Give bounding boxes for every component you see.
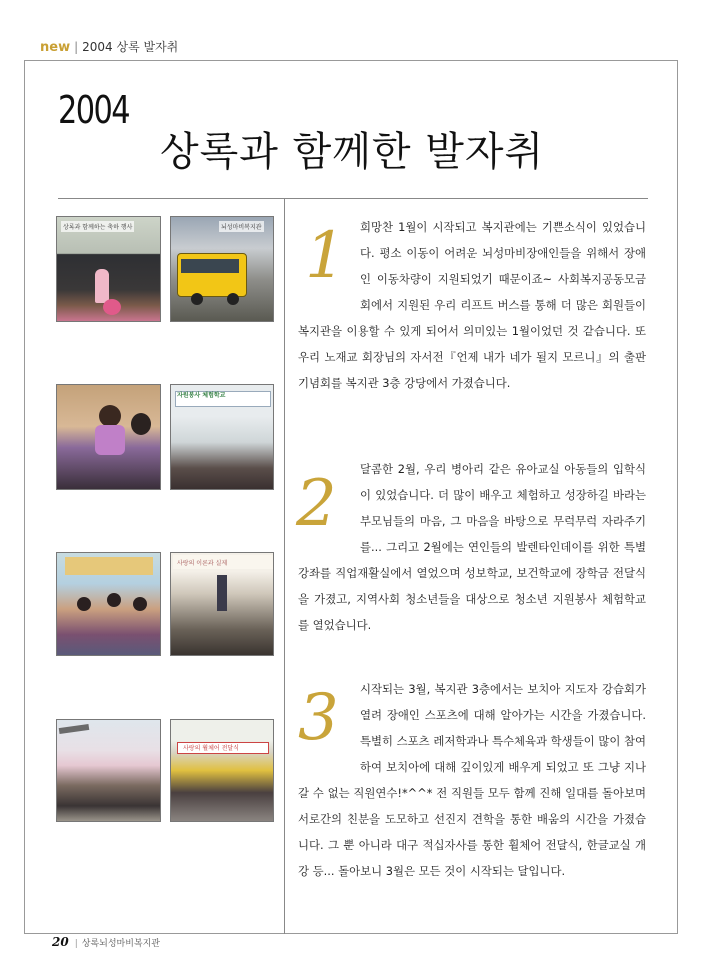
footer-separator: |	[74, 939, 78, 949]
section-2-body: 달콤한 2월, 우리 병아리 같은 유아교실 아동들의 입학식이 있었습니다. 더 많이 배우고 체험하고 성장하길 바라는 부모님들의 마음, 그 마음을 바탕으로 무럭무럭 자라주기를... 그리고 2월에는 연인들의 발렌타인데이를 위한 특별강좌를 직업재활실에서 열었으며 성보학교, 보건학교에 장학금 전달식을 가졌고, 지역사회 청소년들을 대상으로 청소년 지원봉사 체험학교를 열었습니다.	[298, 462, 646, 632]
page-footer	[52, 935, 160, 949]
header-separator: |	[74, 40, 79, 54]
photo-kindergarten-class	[56, 384, 161, 490]
photo-lift-bus	[170, 216, 274, 322]
photo-ceremony-group	[56, 216, 161, 322]
title-divider	[58, 198, 648, 199]
page-header	[40, 38, 178, 55]
new-label: new	[40, 40, 71, 55]
section-number-1: 1	[305, 219, 346, 293]
column-divider	[284, 199, 285, 934]
section-number-2: 2	[296, 467, 337, 541]
photo-wheelchair-caption: 사랑의 휠체어 전달식	[183, 745, 239, 752]
section-3-text	[298, 676, 646, 884]
photo-ceremony-caption: 상록과 함께하는 축하 행사	[61, 221, 134, 232]
header-label: 2004 상록 발자취	[82, 40, 179, 54]
photo-staff-outing	[56, 719, 161, 822]
photo-bus-caption: 뇌성마비복지관	[219, 221, 264, 232]
footer-label: 상록뇌성마비복지관	[81, 939, 160, 949]
page-number: 20	[52, 935, 69, 949]
section-2-text	[298, 456, 646, 638]
photo-lecture-caption: 사랑의 이론과 실제	[177, 560, 228, 567]
section-number-3: 3	[298, 681, 339, 755]
section-1-body: 희망찬 1월이 시작되고 복지관에는 기쁜소식이 있었습니다. 평소 이동이 어려운 뇌성마비장애인들을 위해서 장애인 이동차량이 지원되었기 때문이죠~ 사회복지공동모금회에서 지원된 우리 리프트 버스를 통해 더 많은 회원들이 복지관을 이용할 수 있게 되어서 의미있는 1월이었던 것 같습니다. 또 우리 노재교 회장님의 자서전『언제 내가 네가 될지 모르니』의 출판기념회를 복지관 3층 강당에서 가졌습니다.	[298, 220, 646, 390]
photo-entrance-ceremony	[56, 552, 161, 656]
photo-wheelchair-donation	[170, 719, 274, 822]
page-title: 상록과 함께한 발자취	[160, 129, 545, 175]
photo-special-lecture	[170, 552, 274, 656]
section-1-text	[298, 214, 646, 396]
year-heading: 2004	[58, 88, 129, 132]
photo-volunteer-school	[170, 384, 274, 490]
photo-volunteer-caption: 자원봉사 체험학교	[177, 392, 226, 399]
section-3-body: 시작되는 3월, 복지관 3층에서는 보치아 지도자 강습회가 열려 장애인 스포츠에 대해 알아가는 시간을 가졌습니다. 특별히 스포츠 레저학과나 특수체육과 학생들이 많이 참여하여 보치아에 대해 깊이있게 배우게 되었고 또 그냥 지나갈 수 없는 직원연수!*^^* 전 직원들 모두 함께 진해 일대를 돌아보며 서로간의 친분을 도모하고 선진지 견학을 통한 배움의 시간을 가졌습니다. 그 뿐 아니라 대구 적십자사를 통한 휠체어 전달식, 한글교실 개강 등... 돌아보니 3월은 모든 것이 시작되는 달입니다.	[298, 682, 646, 878]
